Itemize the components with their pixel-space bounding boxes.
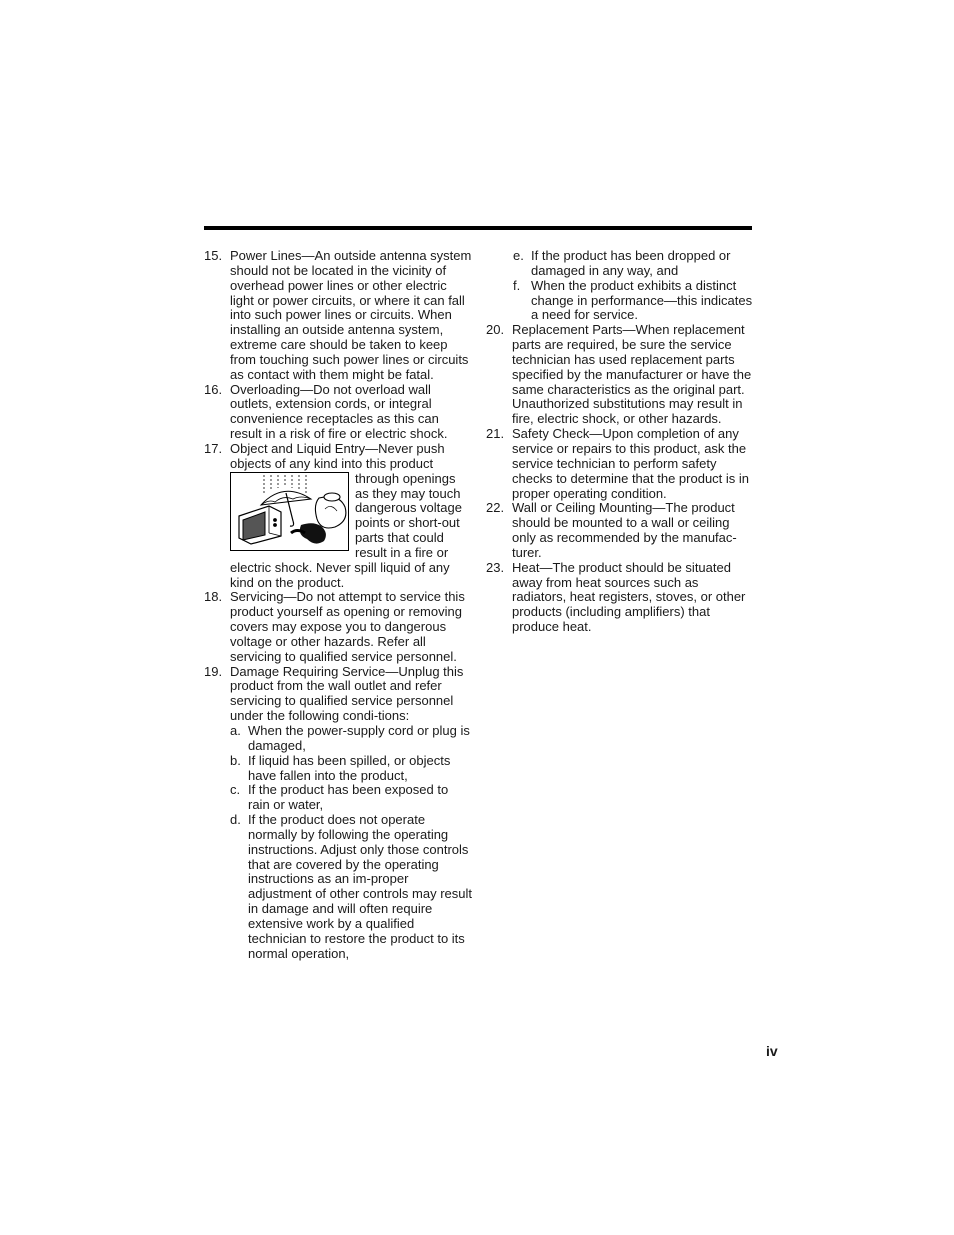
sub-item-letter: d.	[230, 812, 241, 828]
left-column	[204, 249, 472, 962]
item-text: Overloading—Do not overload wall outlets, extension cords, or integral convenience receptacles as this can result in a risk of fire or electric shock.	[230, 381, 448, 442]
item-number: 16.	[204, 381, 223, 397]
item-number: 20.	[486, 322, 505, 338]
list-item-22	[486, 501, 754, 560]
top-rule	[204, 226, 752, 230]
list-item-15	[204, 249, 472, 383]
sub-item-f	[513, 279, 754, 324]
sub-item-letter: e.	[513, 248, 524, 263]
item-text-intro: Object and Liquid Entry—Never push objects of any kind into this product	[230, 440, 445, 471]
item-number: 18.	[204, 589, 223, 605]
list-item-16	[204, 383, 472, 442]
list-item-17	[204, 442, 472, 590]
list-item-19	[204, 665, 472, 962]
item-text: Power Lines—An outside antenna system should not be located in the vicinity of overhead power lines or other electric light or power circuits, or where it can fall into such power lines or circuits. When installing an outside antenna system, extreme care should be taken to keep from touching such power lines or circuits as contact with them might be fatal.	[230, 248, 472, 382]
page-number: iv	[766, 1043, 778, 1059]
sub-item-letter: f.	[513, 277, 521, 293]
item-text: Wall or Ceiling Mounting—The product should be mounted to a wall or ceiling only as recommended by the manufac-turer.	[512, 500, 737, 560]
item-number: 22.	[486, 500, 505, 516]
item-number: 21.	[486, 426, 505, 442]
item-number: 23.	[486, 559, 505, 575]
sub-item-text: If the product has been exposed to rain or water,	[248, 782, 449, 813]
sub-item-text: When the power-supply cord or plug is damaged,	[248, 723, 470, 753]
sub-item-letter: b.	[230, 752, 241, 768]
item-text: Replacement Parts—When replacement parts are required, be sure the service technician has used replacement parts specified by the manufacturer or have the same characteristics as the original part. Unauthorized substitutions may result in fire, electric shock, or other hazards.	[512, 322, 752, 427]
illustration-block	[230, 472, 472, 591]
list-item-23	[486, 561, 754, 635]
item-text: Servicing—Do not attempt to service this product yourself as opening or removing covers may expose you to dangerous voltage or other hazards. Refer all servicing to qualified service personnel.	[230, 589, 465, 664]
sub-item-letter: c.	[230, 782, 241, 798]
item-number: 15.	[204, 248, 223, 263]
item-text: Safety Check—Upon completion of any service or repairs to this product, ask the service technician to perform safety checks to determine that the product is in proper operating condition.	[512, 426, 750, 501]
item-number: 19.	[204, 663, 223, 679]
sub-item-text: If liquid has been spilled, or objects have fallen into the product,	[248, 752, 451, 783]
item-number: 17.	[204, 440, 223, 456]
sub-item-a	[230, 724, 472, 754]
sub-item-e	[513, 249, 754, 279]
sub-item-text: When the product exhibits a distinct change in performance—this indicates a need for service.	[531, 277, 753, 323]
item-text: Damage Requiring Service—Unplug this product from the wall outlet and refer servicing to qualified service personnel under the following condi-tions:	[230, 663, 464, 724]
item-text: Heat—The product should be situated away from heat sources such as radiators, heat registers, stoves, or other products (including amplifiers) that produce heat.	[512, 559, 746, 635]
liquid-hazard-illustration	[230, 472, 349, 551]
item-text-continued: through openings as they may touch dangerous voltage points or short-out parts that could result in a fire or electric shock. Never spill liquid of any kind on the product.	[230, 471, 462, 590]
list-item-21	[486, 427, 754, 501]
sub-item-d	[230, 813, 472, 961]
sub-item-text: If the product does not operate normally by following the operating instructions. Adjust only those controls that are covered by the operating instructions as an im-proper adjustment of other controls may result in damage and will often require extensive work by a qualified technician to restore the product to its normal operation,	[248, 812, 472, 961]
right-column	[486, 249, 754, 635]
sub-item-letter: a.	[230, 723, 241, 738]
sub-item-b	[230, 754, 472, 784]
sub-item-c	[230, 783, 472, 813]
list-item-18	[204, 590, 472, 664]
list-item-20	[486, 323, 754, 427]
sub-item-text: If the product has been dropped or damaged in any way, and	[531, 248, 731, 278]
